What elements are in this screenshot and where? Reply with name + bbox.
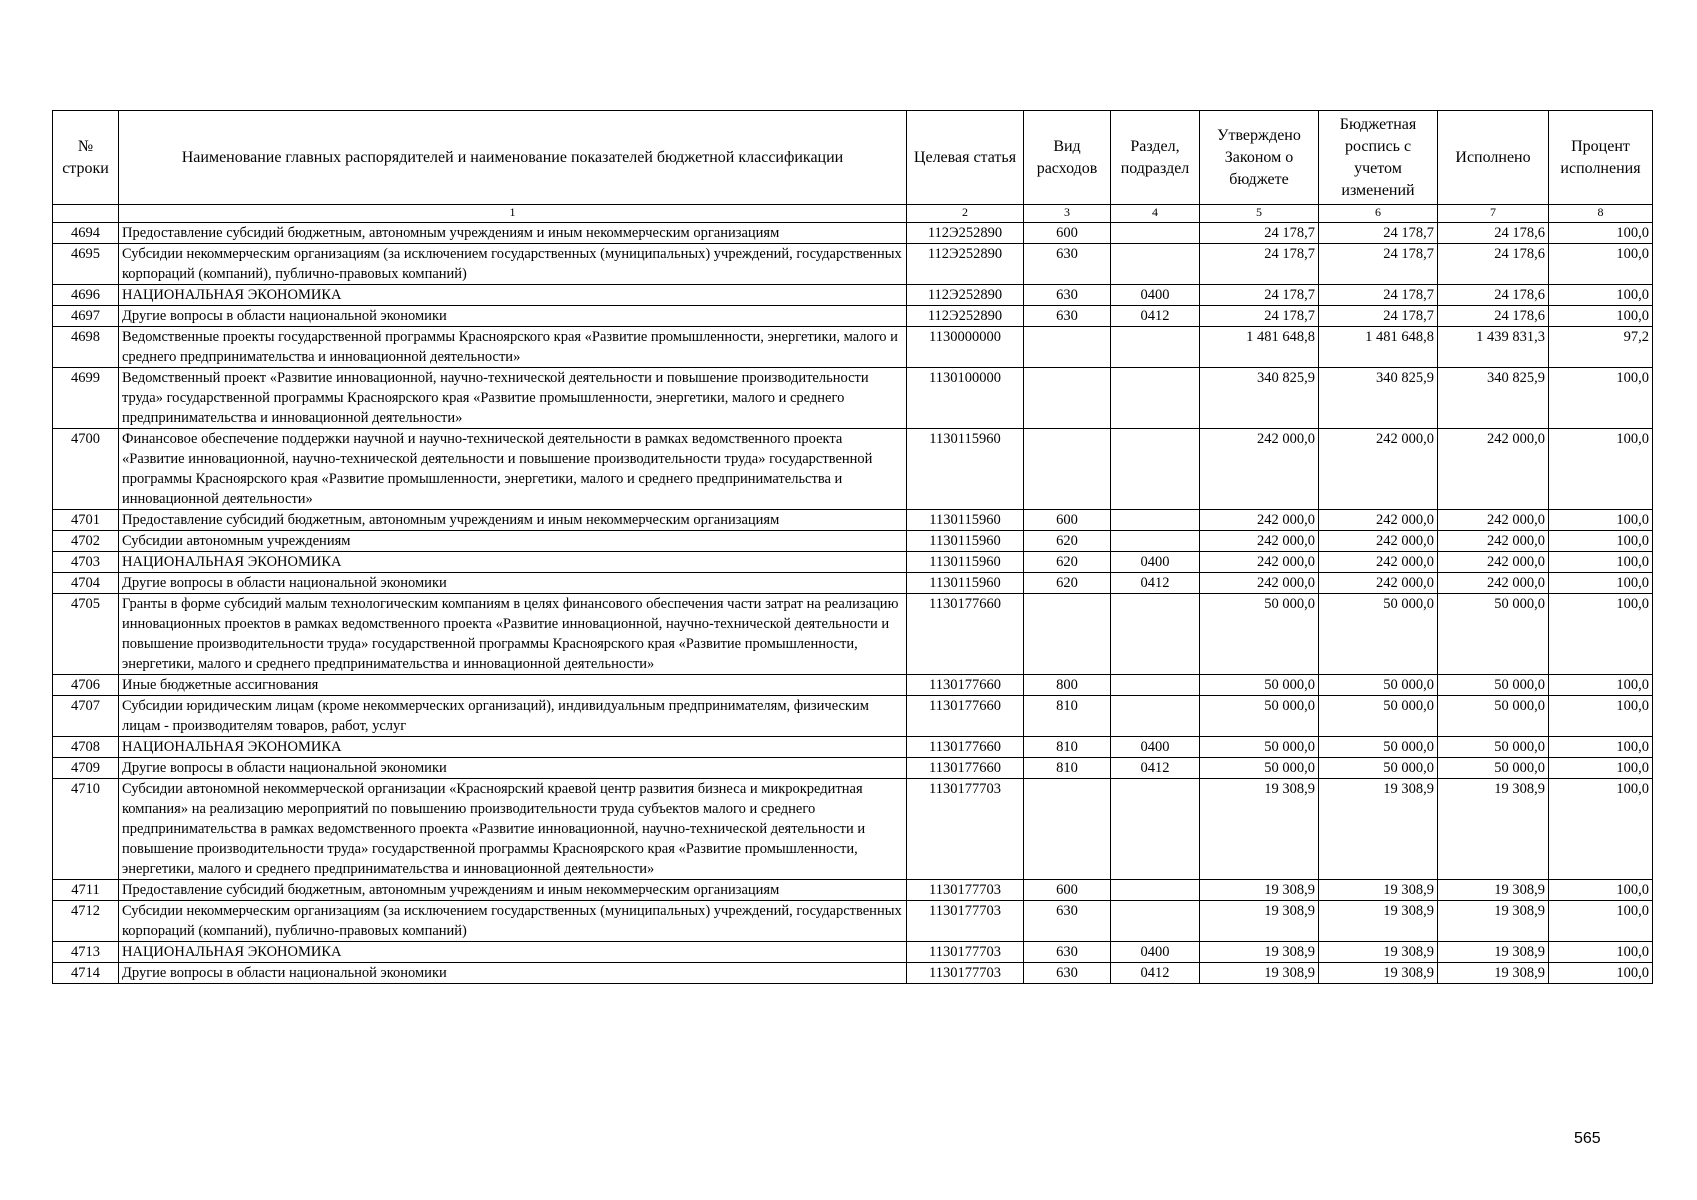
row-budget-list: 340 825,9 [1319, 368, 1438, 429]
row-executed: 19 308,9 [1438, 779, 1549, 880]
row-section [1111, 368, 1200, 429]
row-budget-list: 50 000,0 [1319, 696, 1438, 737]
table-row [53, 306, 1653, 327]
row-section [1111, 429, 1200, 510]
column-number: 1 [119, 205, 907, 223]
row-expense-type: 810 [1024, 758, 1111, 779]
row-percent: 100,0 [1549, 779, 1653, 880]
row-name: НАЦИОНАЛЬНАЯ ЭКОНОМИКА [119, 285, 907, 306]
row-approved: 19 308,9 [1200, 901, 1319, 942]
row-target-article: 1130177703 [907, 942, 1024, 963]
row-budget-list: 50 000,0 [1319, 594, 1438, 675]
row-number: 4702 [53, 531, 119, 552]
row-number: 4703 [53, 552, 119, 573]
row-approved: 19 308,9 [1200, 963, 1319, 984]
row-section: 0412 [1111, 758, 1200, 779]
row-number: 4700 [53, 429, 119, 510]
row-budget-list: 24 178,7 [1319, 244, 1438, 285]
row-budget-list: 242 000,0 [1319, 510, 1438, 531]
table-row [53, 552, 1653, 573]
row-budget-list: 19 308,9 [1319, 880, 1438, 901]
row-expense-type [1024, 594, 1111, 675]
row-number: 4694 [53, 223, 119, 244]
row-executed: 50 000,0 [1438, 594, 1549, 675]
row-section: 0412 [1111, 963, 1200, 984]
row-budget-list: 24 178,7 [1319, 306, 1438, 327]
row-section [1111, 244, 1200, 285]
row-target-article: 1130177660 [907, 737, 1024, 758]
row-budget-list: 50 000,0 [1319, 737, 1438, 758]
row-section [1111, 696, 1200, 737]
row-name: Предоставление субсидий бюджетным, автономным учреждениям и иным некоммерческим организациям [119, 510, 907, 531]
row-name: Другие вопросы в области национальной экономики [119, 758, 907, 779]
row-target-article: 1130177703 [907, 963, 1024, 984]
table-row [53, 244, 1653, 285]
row-approved: 50 000,0 [1200, 737, 1319, 758]
row-target-article: 1130177703 [907, 880, 1024, 901]
row-executed: 50 000,0 [1438, 758, 1549, 779]
row-expense-type: 630 [1024, 285, 1111, 306]
row-number: 4712 [53, 901, 119, 942]
row-expense-type [1024, 779, 1111, 880]
row-approved: 50 000,0 [1200, 594, 1319, 675]
row-section: 0412 [1111, 306, 1200, 327]
row-name: НАЦИОНАЛЬНАЯ ЭКОНОМИКА [119, 737, 907, 758]
row-budget-list: 50 000,0 [1319, 758, 1438, 779]
row-number: 4710 [53, 779, 119, 880]
row-target-article: 1130177660 [907, 758, 1024, 779]
row-name: Другие вопросы в области национальной экономики [119, 963, 907, 984]
row-name: Субсидии автономным учреждениям [119, 531, 907, 552]
row-approved: 19 308,9 [1200, 779, 1319, 880]
row-number: 4704 [53, 573, 119, 594]
row-executed: 50 000,0 [1438, 737, 1549, 758]
row-section [1111, 510, 1200, 531]
table-row [53, 429, 1653, 510]
row-approved: 24 178,7 [1200, 244, 1319, 285]
header-approved: Утверждено Законом о бюджете [1200, 111, 1319, 205]
row-approved: 19 308,9 [1200, 880, 1319, 901]
row-number: 4695 [53, 244, 119, 285]
row-section [1111, 779, 1200, 880]
row-section: 0412 [1111, 573, 1200, 594]
column-number: 6 [1319, 205, 1438, 223]
row-target-article: 1130100000 [907, 368, 1024, 429]
row-target-article: 1130115960 [907, 573, 1024, 594]
row-target-article: 1130115960 [907, 510, 1024, 531]
row-executed: 340 825,9 [1438, 368, 1549, 429]
row-expense-type: 600 [1024, 510, 1111, 531]
row-budget-list: 242 000,0 [1319, 531, 1438, 552]
row-percent: 100,0 [1549, 552, 1653, 573]
table-row [53, 779, 1653, 880]
row-executed: 242 000,0 [1438, 573, 1549, 594]
row-executed: 24 178,6 [1438, 223, 1549, 244]
row-name: НАЦИОНАЛЬНАЯ ЭКОНОМИКА [119, 942, 907, 963]
row-approved: 242 000,0 [1200, 429, 1319, 510]
row-executed: 19 308,9 [1438, 963, 1549, 984]
row-percent: 100,0 [1549, 758, 1653, 779]
row-percent: 100,0 [1549, 675, 1653, 696]
table-row [53, 368, 1653, 429]
row-expense-type [1024, 429, 1111, 510]
table-row [53, 327, 1653, 368]
row-percent: 100,0 [1549, 573, 1653, 594]
row-percent: 100,0 [1549, 594, 1653, 675]
header-row [53, 111, 1653, 205]
row-target-article: 112Э252890 [907, 285, 1024, 306]
row-section: 0400 [1111, 285, 1200, 306]
row-executed: 242 000,0 [1438, 531, 1549, 552]
row-percent: 100,0 [1549, 306, 1653, 327]
row-approved: 50 000,0 [1200, 758, 1319, 779]
row-expense-type: 620 [1024, 552, 1111, 573]
row-approved: 1 481 648,8 [1200, 327, 1319, 368]
row-percent: 100,0 [1549, 963, 1653, 984]
row-approved: 242 000,0 [1200, 573, 1319, 594]
row-section [1111, 531, 1200, 552]
row-percent: 100,0 [1549, 942, 1653, 963]
header-percent: Процент исполнения [1549, 111, 1653, 205]
row-number: 4709 [53, 758, 119, 779]
row-percent: 100,0 [1549, 368, 1653, 429]
table-row [53, 901, 1653, 942]
row-executed: 24 178,6 [1438, 285, 1549, 306]
row-budget-list: 19 308,9 [1319, 963, 1438, 984]
row-expense-type: 630 [1024, 306, 1111, 327]
table-row [53, 963, 1653, 984]
header-budget-list: Бюджетная роспись с учетом изменений [1319, 111, 1438, 205]
row-section [1111, 594, 1200, 675]
row-target-article: 1130177660 [907, 696, 1024, 737]
row-budget-list: 242 000,0 [1319, 573, 1438, 594]
table-row [53, 531, 1653, 552]
row-approved: 242 000,0 [1200, 552, 1319, 573]
row-executed: 24 178,6 [1438, 244, 1549, 285]
row-percent: 100,0 [1549, 429, 1653, 510]
header-expense-type: Вид расходов [1024, 111, 1111, 205]
row-name: Предоставление субсидий бюджетным, автономным учреждениям и иным некоммерческим организациям [119, 880, 907, 901]
row-executed: 50 000,0 [1438, 696, 1549, 737]
row-name: Ведомственный проект «Развитие инновационной, научно-технической деятельности и повышение производительности труда» государственной программы Красноярского края «Развитие промышленности, энергетики, малого и среднего предпринимательства и инновационной деятельности» [119, 368, 907, 429]
table-header [53, 111, 1653, 223]
row-name: Гранты в форме субсидий малым технологическим компаниям в целях финансового обеспечения части затрат на реализацию инновационных проектов в рамках ведомственного проекта «Развитие инновационной, научно-технической деятельности и повышение производительности труда» государственной программы Красноярского края «Развитие промышленности, энергетики, малого и среднего предпринимательства и инновационной деятельности» [119, 594, 907, 675]
header-executed: Исполнено [1438, 111, 1549, 205]
row-section: 0400 [1111, 942, 1200, 963]
header-target-article: Целевая статья [907, 111, 1024, 205]
column-number: 7 [1438, 205, 1549, 223]
row-target-article: 1130000000 [907, 327, 1024, 368]
table-row [53, 594, 1653, 675]
row-approved: 24 178,7 [1200, 306, 1319, 327]
table-row [53, 696, 1653, 737]
row-number: 4708 [53, 737, 119, 758]
column-number-row [53, 205, 1653, 223]
row-executed: 19 308,9 [1438, 901, 1549, 942]
row-budget-list: 24 178,7 [1319, 285, 1438, 306]
row-expense-type: 810 [1024, 737, 1111, 758]
row-name: Другие вопросы в области национальной экономики [119, 306, 907, 327]
row-expense-type: 630 [1024, 901, 1111, 942]
row-number: 4714 [53, 963, 119, 984]
row-budget-list: 19 308,9 [1319, 901, 1438, 942]
row-expense-type [1024, 368, 1111, 429]
row-executed: 242 000,0 [1438, 552, 1549, 573]
column-number: 5 [1200, 205, 1319, 223]
row-expense-type: 630 [1024, 942, 1111, 963]
row-name: Иные бюджетные ассигнования [119, 675, 907, 696]
row-expense-type: 800 [1024, 675, 1111, 696]
row-target-article: 1130177660 [907, 594, 1024, 675]
row-expense-type: 630 [1024, 963, 1111, 984]
row-number: 4698 [53, 327, 119, 368]
row-section [1111, 675, 1200, 696]
column-number: 4 [1111, 205, 1200, 223]
table-row [53, 758, 1653, 779]
page-number: 565 [1574, 1130, 1601, 1147]
row-number: 4697 [53, 306, 119, 327]
table-row [53, 880, 1653, 901]
table-row [53, 223, 1653, 244]
budget-table [52, 110, 1653, 984]
row-name: Субсидии некоммерческим организациям (за исключением государственных (муниципальных) учреждений, государственных корпораций (компаний), публично-правовых компаний) [119, 901, 907, 942]
row-executed: 242 000,0 [1438, 510, 1549, 531]
row-section: 0400 [1111, 737, 1200, 758]
column-number: 3 [1024, 205, 1111, 223]
row-target-article: 1130177660 [907, 675, 1024, 696]
row-target-article: 112Э252890 [907, 223, 1024, 244]
table-row [53, 573, 1653, 594]
row-percent: 100,0 [1549, 244, 1653, 285]
row-number: 4701 [53, 510, 119, 531]
table-row [53, 510, 1653, 531]
row-name: Субсидии некоммерческим организациям (за исключением государственных (муниципальных) учреждений, государственных корпораций (компаний), публично-правовых компаний) [119, 244, 907, 285]
row-budget-list: 24 178,7 [1319, 223, 1438, 244]
column-number-spacer [53, 205, 119, 223]
row-name: Субсидии юридическим лицам (кроме некоммерческих организаций), индивидуальным предпринимателям, физическим лицам - производителям товаров, работ, услуг [119, 696, 907, 737]
row-budget-list: 19 308,9 [1319, 942, 1438, 963]
row-percent: 100,0 [1549, 531, 1653, 552]
row-section: 0400 [1111, 552, 1200, 573]
row-target-article: 1130115960 [907, 429, 1024, 510]
row-percent: 100,0 [1549, 696, 1653, 737]
row-budget-list: 1 481 648,8 [1319, 327, 1438, 368]
row-executed: 242 000,0 [1438, 429, 1549, 510]
row-name: Ведомственные проекты государственной программы Красноярского края «Развитие промышленности, энергетики, малого и среднего предпринимательства и инновационной деятельности» [119, 327, 907, 368]
row-target-article: 1130177703 [907, 901, 1024, 942]
row-name: НАЦИОНАЛЬНАЯ ЭКОНОМИКА [119, 552, 907, 573]
row-executed: 19 308,9 [1438, 880, 1549, 901]
row-number: 4707 [53, 696, 119, 737]
column-number: 2 [907, 205, 1024, 223]
row-approved: 242 000,0 [1200, 510, 1319, 531]
row-number: 4713 [53, 942, 119, 963]
row-approved: 24 178,7 [1200, 285, 1319, 306]
row-section [1111, 223, 1200, 244]
row-approved: 50 000,0 [1200, 675, 1319, 696]
row-percent: 100,0 [1549, 285, 1653, 306]
row-expense-type: 600 [1024, 223, 1111, 244]
row-number: 4696 [53, 285, 119, 306]
row-budget-list: 19 308,9 [1319, 779, 1438, 880]
row-approved: 24 178,7 [1200, 223, 1319, 244]
row-expense-type: 630 [1024, 244, 1111, 285]
row-executed: 1 439 831,3 [1438, 327, 1549, 368]
row-percent: 97,2 [1549, 327, 1653, 368]
row-number: 4711 [53, 880, 119, 901]
row-expense-type: 620 [1024, 573, 1111, 594]
column-number: 8 [1549, 205, 1653, 223]
row-section [1111, 880, 1200, 901]
header-row-number: № строки [53, 111, 119, 205]
table-row [53, 675, 1653, 696]
row-target-article: 112Э252890 [907, 244, 1024, 285]
row-approved: 50 000,0 [1200, 696, 1319, 737]
row-target-article: 112Э252890 [907, 306, 1024, 327]
row-target-article: 1130177703 [907, 779, 1024, 880]
header-name: Наименование главных распорядителей и наименование показателей бюджетной классификации [119, 111, 907, 205]
row-approved: 340 825,9 [1200, 368, 1319, 429]
row-percent: 100,0 [1549, 880, 1653, 901]
row-executed: 24 178,6 [1438, 306, 1549, 327]
row-expense-type: 620 [1024, 531, 1111, 552]
row-approved: 19 308,9 [1200, 942, 1319, 963]
row-name: Предоставление субсидий бюджетным, автономным учреждениям и иным некоммерческим организациям [119, 223, 907, 244]
row-percent: 100,0 [1549, 510, 1653, 531]
row-target-article: 1130115960 [907, 531, 1024, 552]
table-row [53, 737, 1653, 758]
row-section [1111, 327, 1200, 368]
table-body [53, 223, 1653, 984]
row-approved: 242 000,0 [1200, 531, 1319, 552]
table-row [53, 285, 1653, 306]
row-percent: 100,0 [1549, 901, 1653, 942]
row-expense-type [1024, 327, 1111, 368]
row-expense-type: 600 [1024, 880, 1111, 901]
row-executed: 50 000,0 [1438, 675, 1549, 696]
row-percent: 100,0 [1549, 737, 1653, 758]
row-expense-type: 810 [1024, 696, 1111, 737]
row-number: 4699 [53, 368, 119, 429]
row-name: Финансовое обеспечение поддержки научной и научно-технической деятельности в рамках ведомственного проекта «Развитие инновационной, научно-технической деятельности и повышение производительности труда» государственной программы Красноярского края «Развитие промышленности, энергетики, малого и среднего предпринимательства и инновационной деятельности» [119, 429, 907, 510]
row-executed: 19 308,9 [1438, 942, 1549, 963]
row-name: Другие вопросы в области национальной экономики [119, 573, 907, 594]
row-budget-list: 242 000,0 [1319, 429, 1438, 510]
table-row [53, 942, 1653, 963]
header-section: Раздел, подраздел [1111, 111, 1200, 205]
row-budget-list: 242 000,0 [1319, 552, 1438, 573]
row-section [1111, 901, 1200, 942]
row-target-article: 1130115960 [907, 552, 1024, 573]
row-number: 4706 [53, 675, 119, 696]
row-name: Субсидии автономной некоммерческой организации «Красноярский краевой центр развития бизнеса и микрокредитная компания» на реализацию мероприятий по повышению производительности труда субъектов малого и среднего предпринимательства в рамках ведомственного проекта «Развитие инновационной, научно-технической деятельности и повышение производительности труда» государственной программы Красноярского края «Развитие промышленности, энергетики, малого и среднего предпринимательства и инновационной деятельности» [119, 779, 907, 880]
row-percent: 100,0 [1549, 223, 1653, 244]
row-number: 4705 [53, 594, 119, 675]
row-budget-list: 50 000,0 [1319, 675, 1438, 696]
